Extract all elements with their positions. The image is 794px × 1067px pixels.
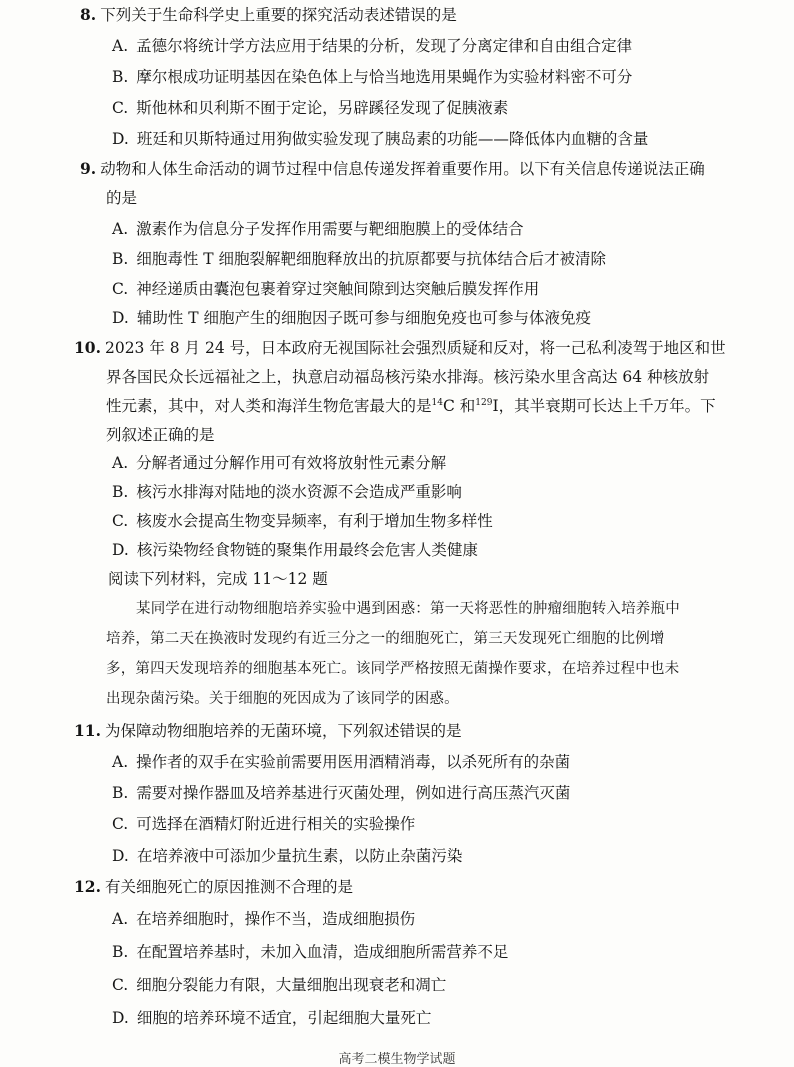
q10-option-a: A. 分解者通过分解作用可有效将放射性元素分解	[112, 454, 447, 472]
question-12-stem: 12. 有关细胞死亡的原因推测不合理的是	[74, 877, 353, 896]
q8-option-c: C. 斯他林和贝利斯不囿于定论，另辟蹊径发现了促胰液素	[112, 99, 509, 117]
q10-option-b: B. 核污水排海对陆地的淡水资源不会造成严重影响	[112, 483, 462, 501]
isotope-i129-mass: 129	[475, 398, 493, 408]
reading-intro: 阅读下列材料，完成 11～12 题	[108, 570, 328, 588]
q11-option-c: C. 可选择在酒精灯附近进行相关的实验操作	[112, 815, 416, 833]
q11-option-b: B. 需要对操作器皿及培养基进行灭菌处理，例如进行高压蒸汽灭菌	[112, 784, 571, 802]
question-8-stem: 8. 下列关于生命科学史上重要的探究活动表述错误的是	[80, 5, 457, 24]
q9-option-a: A. 激素作为信息分子发挥作用需要与靶细胞膜上的受体结合	[112, 220, 524, 238]
question-10-stem: 10. 2023 年 8 月 24 号，日本政府无视国际社会强烈质疑和反对，将一己私利凌驾于地区和世	[74, 338, 726, 357]
q11-option-a: A. 操作者的双手在实验前需要用医用酒精消毒，以杀死所有的杂菌	[112, 753, 571, 771]
question-10-stem-cont-2: 性元素，其中，对人类和海洋生物危害最大的是$^{14}$C 和$^{129}$I，其半衰期可长达上千万年。下	[106, 397, 716, 415]
q10-option-d: D. 核污染物经食物链的聚集作用最终会危害人类健康	[112, 541, 478, 559]
page-footer: 高考二模生物学试题	[338, 1052, 456, 1067]
q12-option-a: A. 在培养细胞时，操作不当，造成细胞损伤	[112, 910, 416, 928]
q12-option-c: C. 细胞分裂能力有限，大量细胞出现衰老和凋亡	[112, 976, 447, 994]
q12-option-d: D. 细胞的培养环境不适宜，引起细胞大量死亡	[112, 1009, 432, 1027]
reading-material-line-4: 出现杂菌污染。关于细胞的死因成为了该同学的困惑。	[106, 691, 459, 707]
q8-option-a: A. 孟德尔将统计学方法应用于结果的分析，发现了分离定律和自由组合定律	[112, 37, 633, 55]
q9-option-c: C. 神经递质由囊泡包裹着穿过突触间隙到达突触后膜发挥作用	[112, 280, 540, 298]
reading-material-line-3: 多，第四天发现培养的细胞基本死亡。该同学严格按照无菌操作要求，在培养过程中也未	[106, 661, 680, 677]
q8-option-d: D. 班廷和贝斯特通过用狗做实验发现了胰岛素的功能——降低体内血糖的含量	[112, 130, 649, 148]
q8-option-b: B. 摩尔根成功证明基因在染色体上与恰当地选用果蝇作为实验材料密不可分	[112, 68, 633, 86]
question-10-stem-cont-3: 列叙述正确的是	[106, 426, 215, 444]
q12-option-b: B. 在配置培养基时，未加入血清，造成细胞所需营养不足	[112, 943, 509, 961]
q10-option-c: C. 核废水会提高生物变异频率，有利于增加生物多样性	[112, 512, 493, 530]
question-9-stem-cont: 的是	[106, 189, 138, 207]
reading-material-line-1: 某同学在进行动物细胞培养实验中遇到困惑：第一天将恶性的肿瘤细胞转入培养瓶中	[136, 601, 680, 617]
q9-option-d: D. 辅助性 T 细胞产生的细胞因子既可参与细胞免疫也可参与体液免疫	[112, 309, 592, 327]
isotope-c14-mass: 14	[431, 398, 443, 408]
reading-material-line-2: 培养，第二天在换液时发现约有近三分之一的细胞死亡，第三天发现死亡细胞的比例增	[106, 631, 665, 647]
q9-option-b: B. 细胞毒性 T 细胞裂解靶细胞释放出的抗原都要与抗体结合后才被清除	[112, 250, 607, 268]
question-9-stem: 9. 动物和人体生命活动的调节过程中信息传递发挥着重要作用。以下有关信息传递说法正确	[80, 159, 705, 178]
question-10-stem-cont-1: 界各国民众长远福祉之上，执意启动福岛核污染水排海。核污染水里含高达 64 种核放射	[106, 368, 710, 386]
question-11-stem: 11. 为保障动物细胞培养的无菌环境，下列叙述错误的是	[74, 721, 462, 740]
q11-option-d: D. 在培养液中可添加少量抗生素，以防止杂菌污染	[112, 847, 463, 865]
